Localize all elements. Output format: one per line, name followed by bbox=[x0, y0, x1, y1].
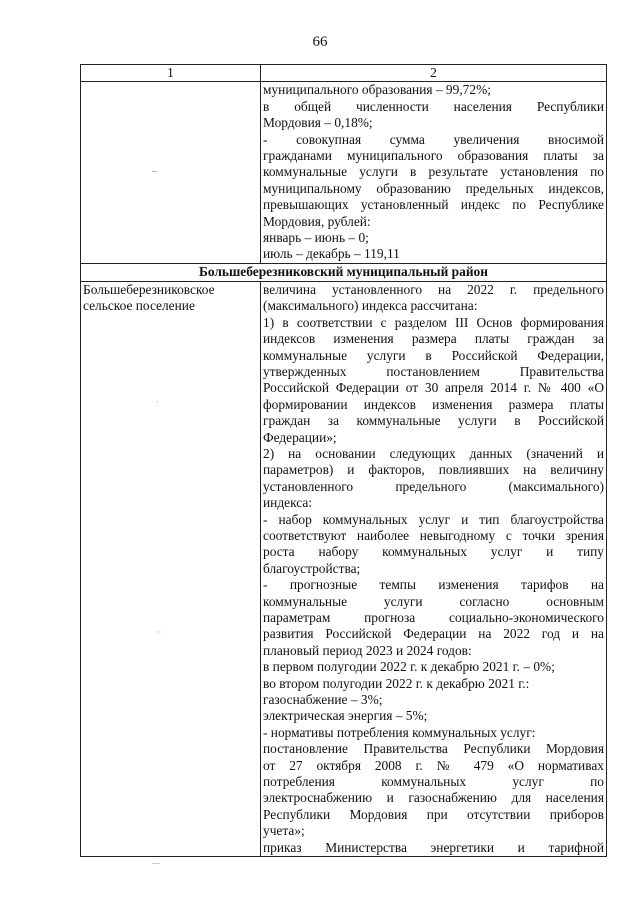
text-line: благоустройства; bbox=[263, 560, 361, 576]
text-line: приказ Министерства энергетики и тарифной bbox=[263, 839, 604, 855]
column-1-header: 1 bbox=[81, 65, 261, 82]
scan-mark: · bbox=[156, 398, 159, 407]
text-line: газоснабжение – 3%; bbox=[263, 692, 383, 708]
text-line: формировании индексов изменения размера платы bbox=[263, 396, 604, 412]
row2-col1: Большеберезниковское сельское поселение bbox=[81, 281, 261, 856]
text-line: превышающих установленный индекс по Республике bbox=[263, 197, 604, 213]
text-line: плановый период 2023 и 2024 годов: bbox=[263, 642, 472, 658]
text-line: роста набору коммунальных услуг и типу bbox=[263, 544, 604, 560]
text-line: параметрам прогноза социально-экономического bbox=[263, 610, 604, 625]
table-row bbox=[81, 82, 607, 263]
text-line: в первом полугодии 2022 г. к декабрю 2021 г. – 0%; bbox=[263, 659, 555, 675]
text-line: потребления коммунальных услуг по bbox=[263, 774, 604, 790]
text-line: электрическая энергия – 5%; bbox=[263, 708, 428, 724]
text-line: коммунальные услуги в Российской Федерации, bbox=[263, 347, 604, 363]
text-line: - совокупная сумма увеличения вносимой bbox=[263, 131, 604, 147]
text-line: в общей численности населения Республики bbox=[263, 98, 604, 114]
text-line: 1) в соответствии с разделом III Основ формирования bbox=[263, 314, 604, 330]
scan-mark: ·· bbox=[156, 628, 162, 637]
text-line: граждан за коммунальные услуги в Российской bbox=[263, 413, 604, 429]
section-row bbox=[81, 263, 607, 281]
row1-text-block bbox=[263, 82, 604, 262]
text-line: индекса: bbox=[263, 495, 313, 511]
text-line: январь – июнь – 0; bbox=[263, 230, 369, 246]
row1-col1 bbox=[81, 82, 261, 263]
row2-text-block bbox=[263, 282, 604, 856]
text-line: от 27 октября 2008 г. № 479 «О нормативах bbox=[263, 757, 604, 773]
text-line: параметров) и факторов, повлиявших на величину bbox=[263, 462, 604, 478]
text-line: соответствуют наиболее невыгодному с точки зрения bbox=[263, 527, 604, 543]
page-number: 66 bbox=[312, 34, 328, 50]
text-line: - нормативы потребления коммунальных услуг: bbox=[263, 724, 536, 740]
scan-mark: –– bbox=[152, 858, 160, 867]
text-line: 2) на основании следующих данных (значений и bbox=[263, 445, 604, 461]
text-line: Федерации»; bbox=[263, 429, 337, 445]
text-line: Республики Мордовия при отсутствии приборов bbox=[263, 806, 604, 822]
text-line: постановление Правительства Республики Мордовия bbox=[263, 741, 604, 757]
text-line: Российской Федерации от 30 апреля 2014 г. № 400 «О bbox=[263, 380, 604, 396]
text-line: июль – декабрь – 119,11 bbox=[263, 246, 400, 262]
table-row bbox=[81, 281, 607, 856]
table-header-row bbox=[81, 65, 607, 82]
text-line: коммунальные услуги согласно основным bbox=[263, 593, 604, 609]
text-line: электроснабжению и газоснабжению для населения bbox=[263, 790, 604, 806]
text-line: индексов изменения размера платы граждан за bbox=[263, 331, 604, 347]
document-table bbox=[80, 64, 607, 857]
column-2-header: 2 bbox=[261, 65, 607, 82]
text-line: гражданами муниципального образования платы за bbox=[263, 148, 604, 164]
text-line: - прогнозные темпы изменения тарифов на bbox=[263, 577, 604, 593]
text-line: величина установленного на 2022 г. предельного bbox=[263, 281, 604, 297]
text-line: развития Российской Федерации на 2022 год и на bbox=[263, 626, 604, 642]
text-line: коммунальные услуги в результате установления по bbox=[263, 164, 604, 180]
text-line: во втором полугодии 2022 г. к декабрю 2021 г.: bbox=[263, 675, 530, 691]
text-line: муниципального образования – 99,72%; bbox=[263, 82, 491, 98]
text-line: утвержденных постановлением Правительства bbox=[263, 363, 604, 379]
text-line: муниципальному образованию предельных индексов, bbox=[263, 180, 604, 196]
scan-mark: – bbox=[152, 166, 157, 176]
section-title: Большеберезниковский муниципальный район bbox=[81, 263, 607, 281]
text-line: Мордовия – 0,18%; bbox=[263, 115, 373, 131]
text-line: (максимального) индекса рассчитана: bbox=[263, 298, 478, 314]
text-line: установленного предельного (максимального) bbox=[263, 478, 604, 494]
row2-col2 bbox=[261, 281, 607, 856]
text-line: - набор коммунальных услуг и тип благоустройства bbox=[263, 511, 604, 527]
text-line: учета»; bbox=[263, 823, 305, 839]
text-line: Мордовия, рублей: bbox=[263, 213, 371, 229]
row1-col2 bbox=[261, 82, 607, 263]
